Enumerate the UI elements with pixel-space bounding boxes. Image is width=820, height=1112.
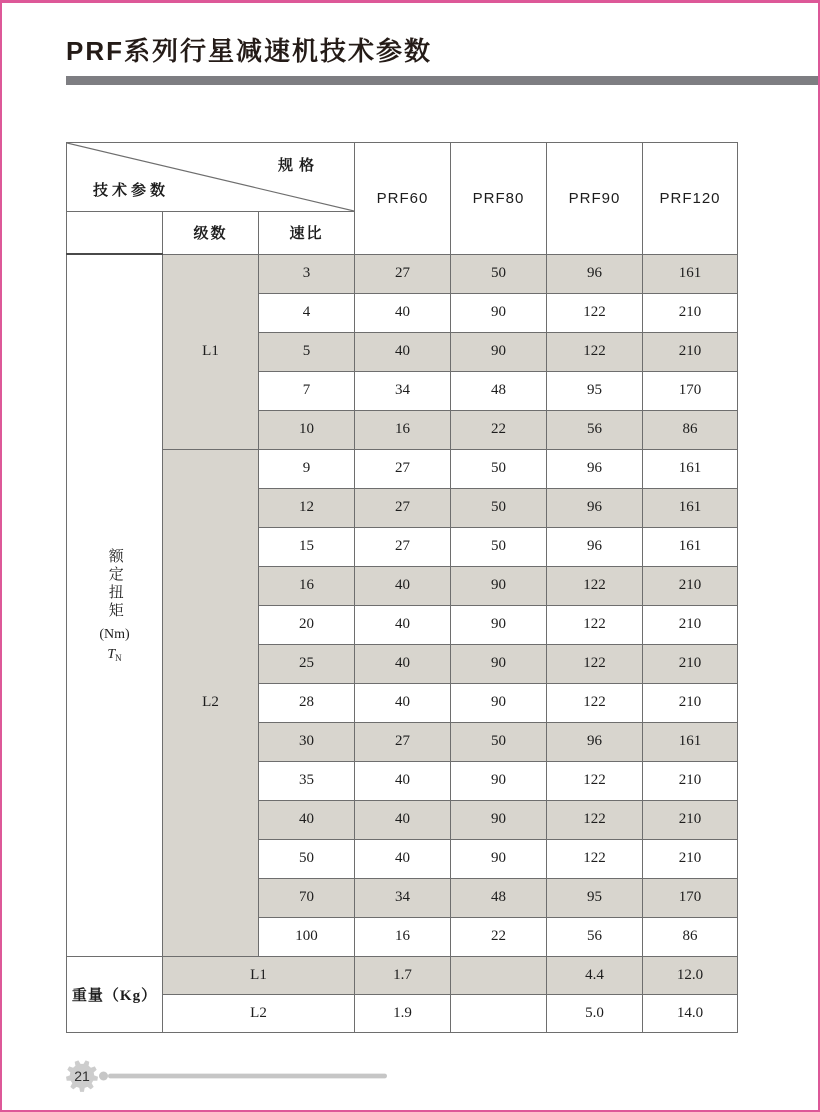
value-cell: 27 (355, 449, 451, 488)
value-cell: 90 (451, 644, 547, 683)
value-cell: 1.9 (355, 994, 451, 1032)
value-cell: 210 (643, 293, 738, 332)
value-cell: 40 (355, 800, 451, 839)
ratio-cell: 9 (259, 449, 355, 488)
empty-header-cell (67, 212, 163, 255)
value-cell: 50 (451, 254, 547, 293)
value-cell: 161 (643, 449, 738, 488)
value-cell: 27 (355, 254, 451, 293)
footer-decoration (62, 1056, 402, 1096)
value-cell: 122 (547, 683, 643, 722)
value-cell: 12.0 (643, 956, 738, 994)
value-cell: 22 (451, 917, 547, 956)
ratio-cell: 40 (259, 800, 355, 839)
ratio-cell: 50 (259, 839, 355, 878)
ratio-cell: 3 (259, 254, 355, 293)
title-rule (66, 76, 818, 85)
value-cell: 210 (643, 800, 738, 839)
value-cell: 90 (451, 683, 547, 722)
ratio-cell: 70 (259, 878, 355, 917)
ratio-cell: 4 (259, 293, 355, 332)
value-cell: 40 (355, 839, 451, 878)
value-cell: 40 (355, 683, 451, 722)
ratio-cell: 5 (259, 332, 355, 371)
value-cell: 96 (547, 527, 643, 566)
value-cell: 86 (643, 410, 738, 449)
value-cell: 161 (643, 488, 738, 527)
value-cell: 40 (355, 761, 451, 800)
model-header-prf120: PRF120 (643, 143, 738, 255)
torque-label-cell (67, 254, 163, 956)
table-row (67, 254, 738, 293)
value-cell: 210 (643, 761, 738, 800)
value-cell: 40 (355, 332, 451, 371)
spec-table (66, 142, 738, 1033)
value-cell: 210 (643, 644, 738, 683)
value-cell: 40 (355, 566, 451, 605)
value-cell: 34 (355, 371, 451, 410)
value-cell: 48 (451, 878, 547, 917)
value-cell: 170 (643, 371, 738, 410)
value-cell: 122 (547, 566, 643, 605)
value-cell: 27 (355, 488, 451, 527)
value-cell: 14.0 (643, 994, 738, 1032)
header-param-label: 技术参数 (93, 182, 170, 199)
value-cell: 90 (451, 293, 547, 332)
model-header-prf80: PRF80 (451, 143, 547, 255)
value-cell: 122 (547, 800, 643, 839)
value-cell: 16 (355, 410, 451, 449)
ratio-cell: 20 (259, 605, 355, 644)
value-cell: 122 (547, 644, 643, 683)
value-cell: 56 (547, 410, 643, 449)
value-cell: 50 (451, 527, 547, 566)
value-cell: 90 (451, 761, 547, 800)
ratio-cell: 35 (259, 761, 355, 800)
value-cell: 122 (547, 761, 643, 800)
value-cell: 1.7 (355, 956, 451, 994)
value-cell: 96 (547, 722, 643, 761)
value-cell: 96 (547, 449, 643, 488)
ratio-cell: 25 (259, 644, 355, 683)
value-cell: 27 (355, 527, 451, 566)
value-cell: 48 (451, 371, 547, 410)
value-cell: 90 (451, 605, 547, 644)
weight-row-l2 (67, 994, 738, 1032)
value-cell: 40 (355, 605, 451, 644)
spec-table-wrap (66, 142, 738, 1033)
model-header-prf60: PRF60 (355, 143, 451, 255)
value-cell: 22 (451, 410, 547, 449)
page-number: 21 (74, 1068, 90, 1084)
value-cell: 4.4 (547, 956, 643, 994)
weight-stage-cell: L2 (163, 994, 355, 1032)
header-row-1 (67, 143, 738, 212)
value-cell: 95 (547, 878, 643, 917)
value-cell: 210 (643, 332, 738, 371)
value-cell: 90 (451, 839, 547, 878)
ratio-cell: 28 (259, 683, 355, 722)
table-row (67, 449, 738, 488)
footer-line (108, 1074, 387, 1079)
ratio-cell: 10 (259, 410, 355, 449)
torque-symbol: $T_N$ (107, 646, 122, 663)
value-cell: 90 (451, 566, 547, 605)
value-cell: 56 (547, 917, 643, 956)
value-cell: 40 (355, 644, 451, 683)
value-cell: 16 (355, 917, 451, 956)
value-cell: 161 (643, 527, 738, 566)
value-cell: 161 (643, 254, 738, 293)
footer-dot (99, 1072, 108, 1081)
value-cell: 161 (643, 722, 738, 761)
value-cell: 210 (643, 683, 738, 722)
value-cell: 50 (451, 488, 547, 527)
ratio-cell: 30 (259, 722, 355, 761)
value-cell: 122 (547, 839, 643, 878)
value-cell (451, 994, 547, 1032)
value-cell: 40 (355, 293, 451, 332)
torque-unit: (Nm) (99, 626, 130, 642)
page-title: PRF系列行星减速机技术参数 (66, 36, 433, 66)
value-cell: 90 (451, 800, 547, 839)
torque-label-stack (67, 548, 162, 663)
value-cell: 95 (547, 371, 643, 410)
stage-cell-l2: L2 (163, 449, 259, 956)
value-cell: 210 (643, 566, 738, 605)
weight-stage-cell: L1 (163, 956, 355, 994)
model-header-prf90: PRF90 (547, 143, 643, 255)
value-cell: 122 (547, 332, 643, 371)
value-cell: 34 (355, 878, 451, 917)
stage-cell-l1: L1 (163, 254, 259, 449)
header-spec-label: 规格 (278, 157, 321, 174)
ratio-cell: 16 (259, 566, 355, 605)
value-cell: 50 (451, 722, 547, 761)
value-cell: 210 (643, 839, 738, 878)
ratio-column-header: 速比 (259, 212, 355, 255)
value-cell: 86 (643, 917, 738, 956)
value-cell (451, 956, 547, 994)
value-cell: 27 (355, 722, 451, 761)
value-cell: 50 (451, 449, 547, 488)
value-cell: 122 (547, 605, 643, 644)
value-cell: 90 (451, 332, 547, 371)
ratio-cell: 7 (259, 371, 355, 410)
diagonal-header-cell (67, 143, 355, 212)
ratio-cell: 12 (259, 488, 355, 527)
value-cell: 170 (643, 878, 738, 917)
value-cell: 96 (547, 254, 643, 293)
ratio-cell: 100 (259, 917, 355, 956)
value-cell: 210 (643, 605, 738, 644)
value-cell: 96 (547, 488, 643, 527)
ratio-cell: 15 (259, 527, 355, 566)
weight-row-l1 (67, 956, 738, 994)
value-cell: 122 (547, 293, 643, 332)
stage-column-header: 级数 (163, 212, 259, 255)
value-cell: 5.0 (547, 994, 643, 1032)
weight-label-cell: 重量（Kg） (67, 956, 163, 1032)
torque-label-text: 额定扭矩 (106, 547, 123, 620)
